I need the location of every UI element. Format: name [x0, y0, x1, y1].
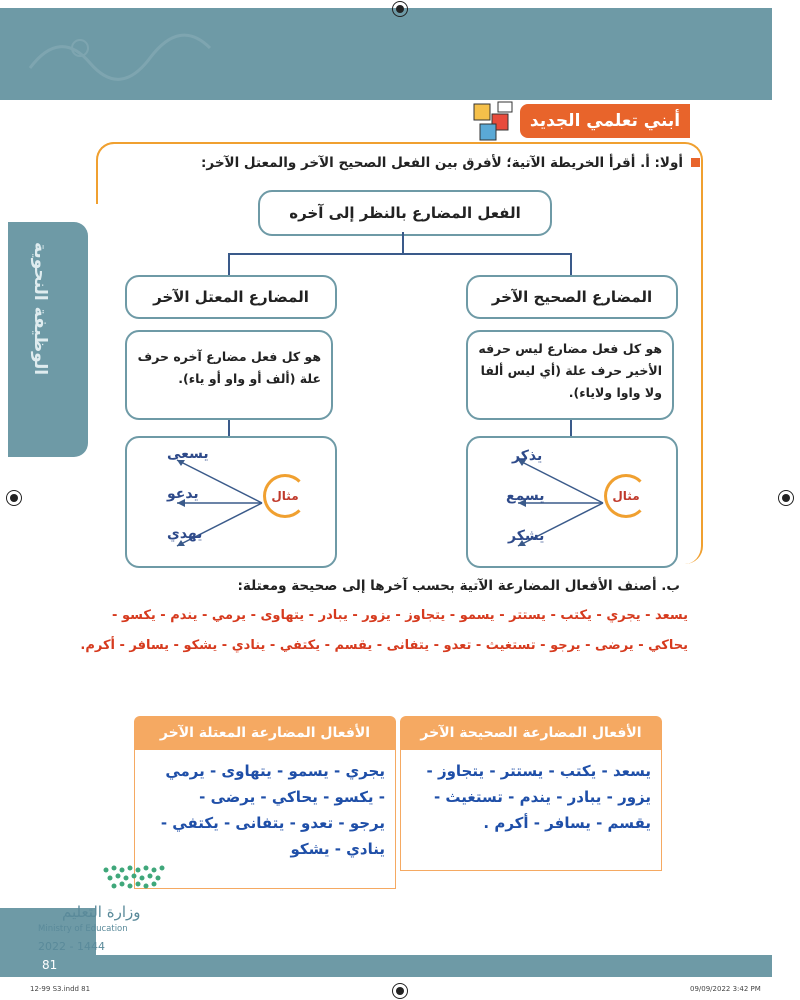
decorative-calligraphy-icon: [20, 18, 220, 88]
mutal-header: الأفعال المضارعة المعتلة الآخر: [134, 716, 396, 750]
connector-line: [228, 253, 230, 275]
example-word: يسمع: [506, 488, 545, 504]
left-example-box: [125, 436, 337, 568]
connector-line: [570, 420, 572, 436]
mutal-line: يجري - يسمو - يتهاوى - يرمي: [165, 762, 385, 780]
sahih-line: يزور - يبادر - يندم - تستغيث -: [433, 788, 651, 806]
connector-line: [228, 420, 230, 436]
verbs-line: يحاكي - يرضى - يرجو - تستغيث - تعدو - يتفانى - يقسم - يكتفي - ينادي - يشكو - يسافر - أكرم.: [80, 638, 688, 653]
map-right-definition: هو كل فعل مضارع ليس حرفه الأخير حرف علة (أي ليس ألفا ولا واوا ولاياء).: [466, 330, 674, 420]
content-frame-corner: [96, 142, 138, 204]
example-label: مثال: [263, 474, 307, 518]
registration-mark-icon: [6, 490, 22, 506]
bullet-icon: [691, 158, 700, 167]
connector-line: [402, 232, 404, 254]
footer-band: [0, 955, 772, 977]
registration-mark-icon: [778, 490, 794, 506]
example-word: يذكر: [512, 448, 543, 464]
map-right-title: المضارع الصحيح الآخر: [466, 275, 678, 319]
side-tab: [8, 222, 88, 457]
map-root: الفعل المضارع بالنظر إلى آخره: [258, 190, 552, 236]
sahih-line: يقسم - يسافر - أكرم .: [483, 814, 651, 832]
footer-file: 12-99 S3.indd 81: [30, 985, 91, 993]
header-band: [0, 8, 772, 100]
page-number: 81: [42, 958, 58, 972]
example-word: يدعو: [167, 486, 199, 502]
cubes-icon: [470, 100, 518, 144]
sahih-column: [400, 716, 662, 871]
map-left-definition: هو كل فعل مضارع آخره حرف علة (ألف أو واو أو ياء).: [125, 330, 333, 420]
right-example-box: [466, 436, 678, 568]
mutal-line: يرجو - تعدو - يتفانى - يكتفي -: [160, 814, 385, 832]
ministry-name-en: Ministry of Education: [38, 924, 128, 934]
question-b: ب. أصنف الأفعال المضارعة الآتية بحسب آخرها إلى صحيحة ومعتلة:: [237, 578, 680, 594]
sahih-header: الأفعال المضارعة الصحيحة الآخر: [400, 716, 662, 750]
sahih-line: يسعد - يكتب - يستتر - يتجاوز -: [426, 762, 651, 780]
side-tab-label: الوظيفة النحوية: [30, 242, 50, 376]
example-word: يسعى: [167, 446, 209, 462]
ministry-name-ar: وزارة التعليم: [62, 903, 141, 921]
example-word: يشكر: [508, 528, 545, 544]
registration-mark-icon: [392, 983, 408, 999]
mutal-line: ينادي - يشكو: [290, 840, 385, 858]
question-a-text: أولا: أ. أقرأ الخريطة الآتية؛ لأفرق بين الفعل الصحيح الآخر والمعتل الآخر:: [201, 155, 683, 171]
connector-line: [570, 253, 572, 275]
section-badge: أبني تعلمي الجديد: [520, 104, 690, 138]
example-word: يهدي: [167, 526, 203, 542]
mutal-body: [134, 750, 396, 889]
question-a: [201, 155, 700, 171]
verbs-line: يسعد - يجري - يكتب - يستتر - يسمو - يتجاوز - يزور - يبادر - يتهاوى - يرمي - يندم - يكسو -: [112, 608, 688, 623]
sahih-body: [400, 750, 662, 871]
footer-date: 09/09/2022 3:42 PM: [690, 985, 761, 993]
example-label: مثال: [604, 474, 648, 518]
connector-line: [228, 253, 572, 255]
mutal-column: [134, 716, 396, 889]
mutal-line: - يكسو - يحاكي - يرضى -: [199, 788, 385, 806]
ministry-logo-icon: [100, 862, 166, 902]
map-left-title: المضارع المعتل الآخر: [125, 275, 337, 319]
registration-mark-icon: [392, 1, 408, 17]
ministry-year: 2022 - 1444: [38, 940, 105, 953]
